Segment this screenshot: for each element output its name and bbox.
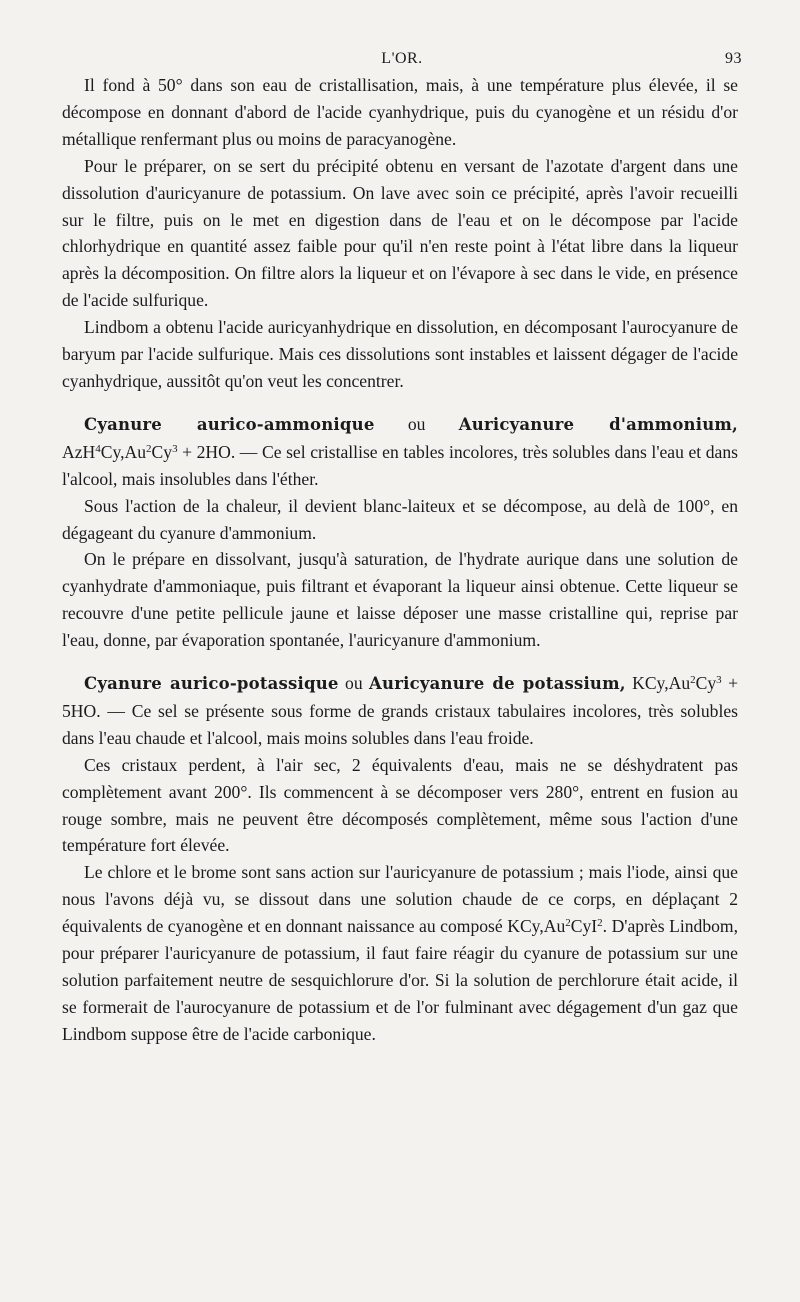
page-body (62, 72, 738, 1048)
paragraph: On le prépare en dissolvant, jusqu'à saturation, de l'hydrate aurique dans une solution de cyanhydrate d'ammoniaque, puis filtrant et évaporant la liqueur ainsi obtenue. Cette liqueur se recouvre d'une petite pellicule jaune et laisse déposer une masse cristalline qui, reprise par l'eau, donne, par évaporation spontanée, l'auricyanure d'ammonium. (62, 549, 738, 651)
formula: Cy (151, 441, 173, 462)
formula: Cy,Au (100, 441, 147, 462)
section-heading: Cyanure aurico-potassique (84, 674, 339, 694)
paragraph: Sous l'action de la chaleur, il devient blanc-laiteux et se décompose, au delà de 100°, en dégageant du cyanure d'ammonium. (62, 495, 738, 543)
text-run: CyI (570, 916, 598, 937)
page-number: 93 (725, 50, 742, 67)
paragraph: Lindbom a obtenu l'acide auricyanhydrique en dissolution, en décomposant l'aurocyanure de baryum par l'acide sulfurique. Mais ces dissolutions sont instables et laissent dégager de l'acide cyanhydrique, aussitôt qu'on veut les concentrer. (62, 317, 738, 391)
formula: KCy,Au (625, 673, 691, 694)
formula: AzH (62, 441, 96, 462)
text-run: Le chlore et le brome sont sans action sur l'auricyanure de potassium ; mais l'iode, ainsi que nous l'avons déjà vu, se dissout dans une solution chaude de ce corps, en déplaçant 2 équivalents de cyanogène et en donnant naissance au composé KCy,Au (62, 862, 738, 937)
paragraph: Pour le préparer, on se sert du précipité obtenu en versant de l'azotate d'argent dans une dissolution d'auricyanure de potassium. On lave avec soin ce précipité, après l'avoir recueilli sur le filtre, puis on le met en digestion dans de l'eau et on le décompose par l'acide chlorhydrique en quantité assez faible pour qu'il n'en reste point à l'état libre dans la liqueur après la décomposition. On filtre alors la liqueur et on l'évapore à sec dans le vide, en présence de l'acide sulfurique. (62, 155, 738, 311)
section-heading: Auricyanure de potassium, (369, 674, 626, 694)
running-header (62, 50, 742, 72)
paragraph: Ces cristaux perdent, à l'air sec, 2 équivalents d'eau, mais ne se déshydratent pas complètement avant 200°. Ils commencent à se décomposer vers 280°, entrent en fusion au rouge sombre, mais ne peuvent être décomposés complètement, même sous l'action d'une température fort élevée. (62, 754, 738, 856)
text-run: . D'après Lindbom, pour préparer l'auricyanure de potassium, il faut faire réagir du cyanure de potassium sur une solution parfaitement neutre de sesquichlorure d'or. Si la solution de perchlorure était acide, il se formerait de l'aurocyanure de potassium et de l'or fulminant avec dégagement d'un gaz que Lindbom suppose être de l'acide carbonique. (62, 916, 738, 1044)
formula-sup: 4 (95, 442, 101, 455)
paragraph (62, 859, 738, 1047)
section-heading: Cyanure aurico-ammonique (84, 414, 375, 434)
formula-sup: 2 (690, 674, 696, 687)
heading-connector: ou (374, 413, 459, 434)
formula: Cy (695, 673, 717, 694)
formula-sup: 3 (172, 442, 178, 455)
heading-connector: ou (338, 673, 370, 694)
section-text: + 5HO. — Ce sel se présente sous forme de grands cristaux tabulaires incolores, très solubles dans l'eau chaude et l'alcool, mais moins solubles dans l'eau froide. (62, 673, 738, 748)
formula-sup: 2 (565, 917, 571, 930)
section-text: + 2HO. — Ce sel cristallise en tables incolores, très solubles dans l'eau et dans l'alcool, mais insolubles dans l'éther. (62, 441, 738, 489)
section-ammonium (62, 411, 738, 493)
section-heading: Auricyanure d'ammonium, (458, 414, 738, 434)
formula-sup: 2 (146, 442, 152, 455)
section-potassium (62, 670, 738, 752)
running-title: L'OR. (381, 50, 423, 67)
formula-sup: 2 (597, 917, 603, 930)
paragraph: Il fond à 50° dans son eau de cristallisation, mais, à une température plus élevée, il se décompose en donnant d'abord de l'acide cyanhydrique, puis du cyanogène et un résidu d'or métallique renfermant plus ou moins de paracyanogène. (62, 75, 738, 149)
formula-sup: 3 (716, 674, 722, 687)
